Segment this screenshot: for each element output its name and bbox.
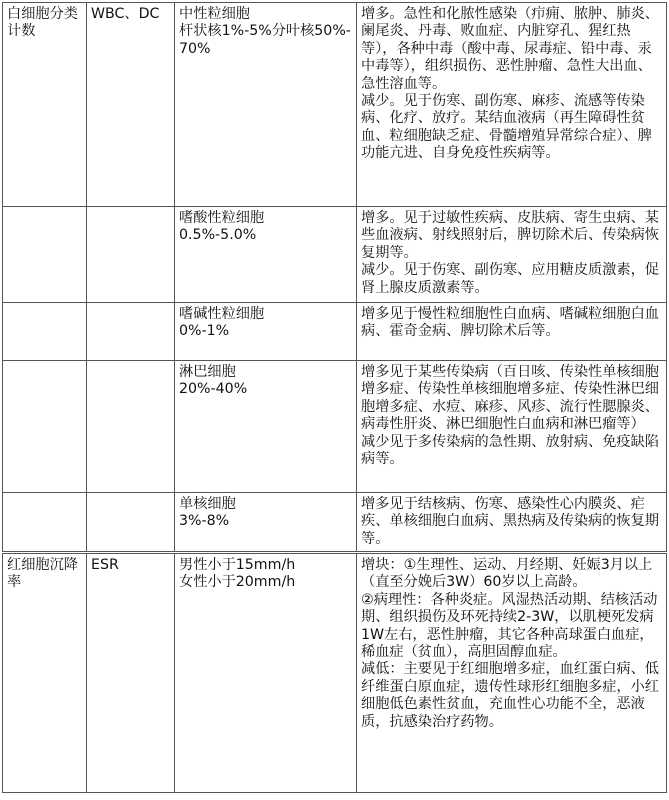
item-name: 中性粒细胞 [179,6,250,22]
item-name: 嗜碱性粒细胞 [179,306,265,322]
table-row [3,361,667,493]
item-cell [175,493,357,553]
description-paragraph: 增多见于结核病、伤寒、感染性心内膜炎、疟疾、单核细胞白血病、黑热病及传染病的恢复期等。 [361,496,659,547]
item-cell [175,361,357,493]
description-paragraph: 减低：主要见于红细胞增多症，血红蛋白病、低纤维蛋白原血症，遗传性球形红细胞多症，小红细胞低色素性贫血，充血性心功能不全，恶液质，抗感染治疗药物。 [361,661,659,730]
description-cell [357,3,667,207]
description-paragraph: ②病理性：各种炎症。风湿热活动期、结核活动期、组织损伤及环死持续2-3W，以肌梗死发病1W左右，恶性肿瘤，其它各种高球蛋白血症，稀血症（贫血），高胆固醇血症。 [361,591,658,661]
category-cell [3,207,87,303]
description-cell [357,207,667,303]
item-range: 0%-1% [179,323,230,340]
item-range: 3%-8% [179,513,230,530]
table-row [3,303,667,361]
code-cell: ESR [87,553,175,793]
table-row [3,493,667,553]
item-range: 0.5%-5.0% [179,227,257,244]
item-name: 单核细胞 [179,496,236,512]
item-cell [175,207,357,303]
description-paragraph: 增多见于某些传染病（百日咳、传染性单核细胞增多症、传染性单核细胞增多症、传染性淋巴细胞增多症、水痘、麻疹、风疹、流行性腮腺炎、病毒性肝炎、淋巴细胞性白血病和淋巴瘤等） [361,364,659,433]
description-paragraph: 增多。见于过敏性疾病、皮肤病、寄生虫病、某些血液病、射线照射后，脾切除术后、传染病恢复期等。 [361,210,659,261]
category-cell [3,493,87,553]
description-cell [357,361,667,493]
item-cell [175,553,357,793]
table-row [3,553,667,793]
code-cell [87,207,175,303]
description-paragraph: 增多。急性和化脓性感染（疖痈、脓肿、肺炎、阑尾炎、丹毒、败血症、内脏穿孔、猩红热等），各种中毒（酸中毒、尿毒症、铅中毒、汞中毒等），组织损伤、恶性肿瘤、急性大出血、急性溶血等。 [361,6,659,92]
description-paragraph: 减少。见于伤寒、副伤寒、应用糖皮质激素，促肾上腺皮质激素等。 [361,262,659,296]
item-range: 杆状核1%-5%分叶核50%-70% [179,23,351,57]
table-row [3,207,667,303]
description-paragraph: 减少见于多传染病的急性期、放射病、免疫缺陷病等。 [361,433,659,468]
code-cell [87,361,175,493]
description-cell [357,553,667,793]
code-cell [87,303,175,361]
item-range: 女性小于20mm/h [179,574,296,591]
item-cell [175,3,357,207]
description-paragraph: 增块：①生理性、运动、月经期、妊娠3月以上（直至分娩后3W）60岁以上高龄。 [361,557,653,591]
table-row [3,3,667,207]
category-cell: 红细胞沉降率 [3,553,87,793]
item-name: 男性小于15mm/h [179,557,296,573]
description-cell [357,493,667,553]
code-cell [87,493,175,553]
lab-reference-table [2,2,667,793]
item-cell [175,303,357,361]
item-range: 20%-40% [179,381,248,398]
item-name: 嗜酸性粒细胞 [179,210,265,226]
description-cell [357,303,667,361]
code-cell: WBC、DC [87,3,175,207]
item-name: 淋巴细胞 [179,364,236,380]
category-cell: 白细胞分类计数 [3,3,87,207]
description-paragraph: 增多见于慢性粒细胞性白血病、嗜碱粒细胞白血病、霍奇金病、脾切除术后等。 [361,306,659,340]
category-cell [3,361,87,493]
category-cell [3,303,87,361]
description-paragraph: 减少。见于伤寒、副伤寒、麻疹、流感等传染病、化疗、放疗。某结血液病（再生障碍性贫血、粒细胞缺乏症、骨髓增殖异常综合症）、脾功能亢进、自身免疫性疾病等。 [361,93,652,162]
